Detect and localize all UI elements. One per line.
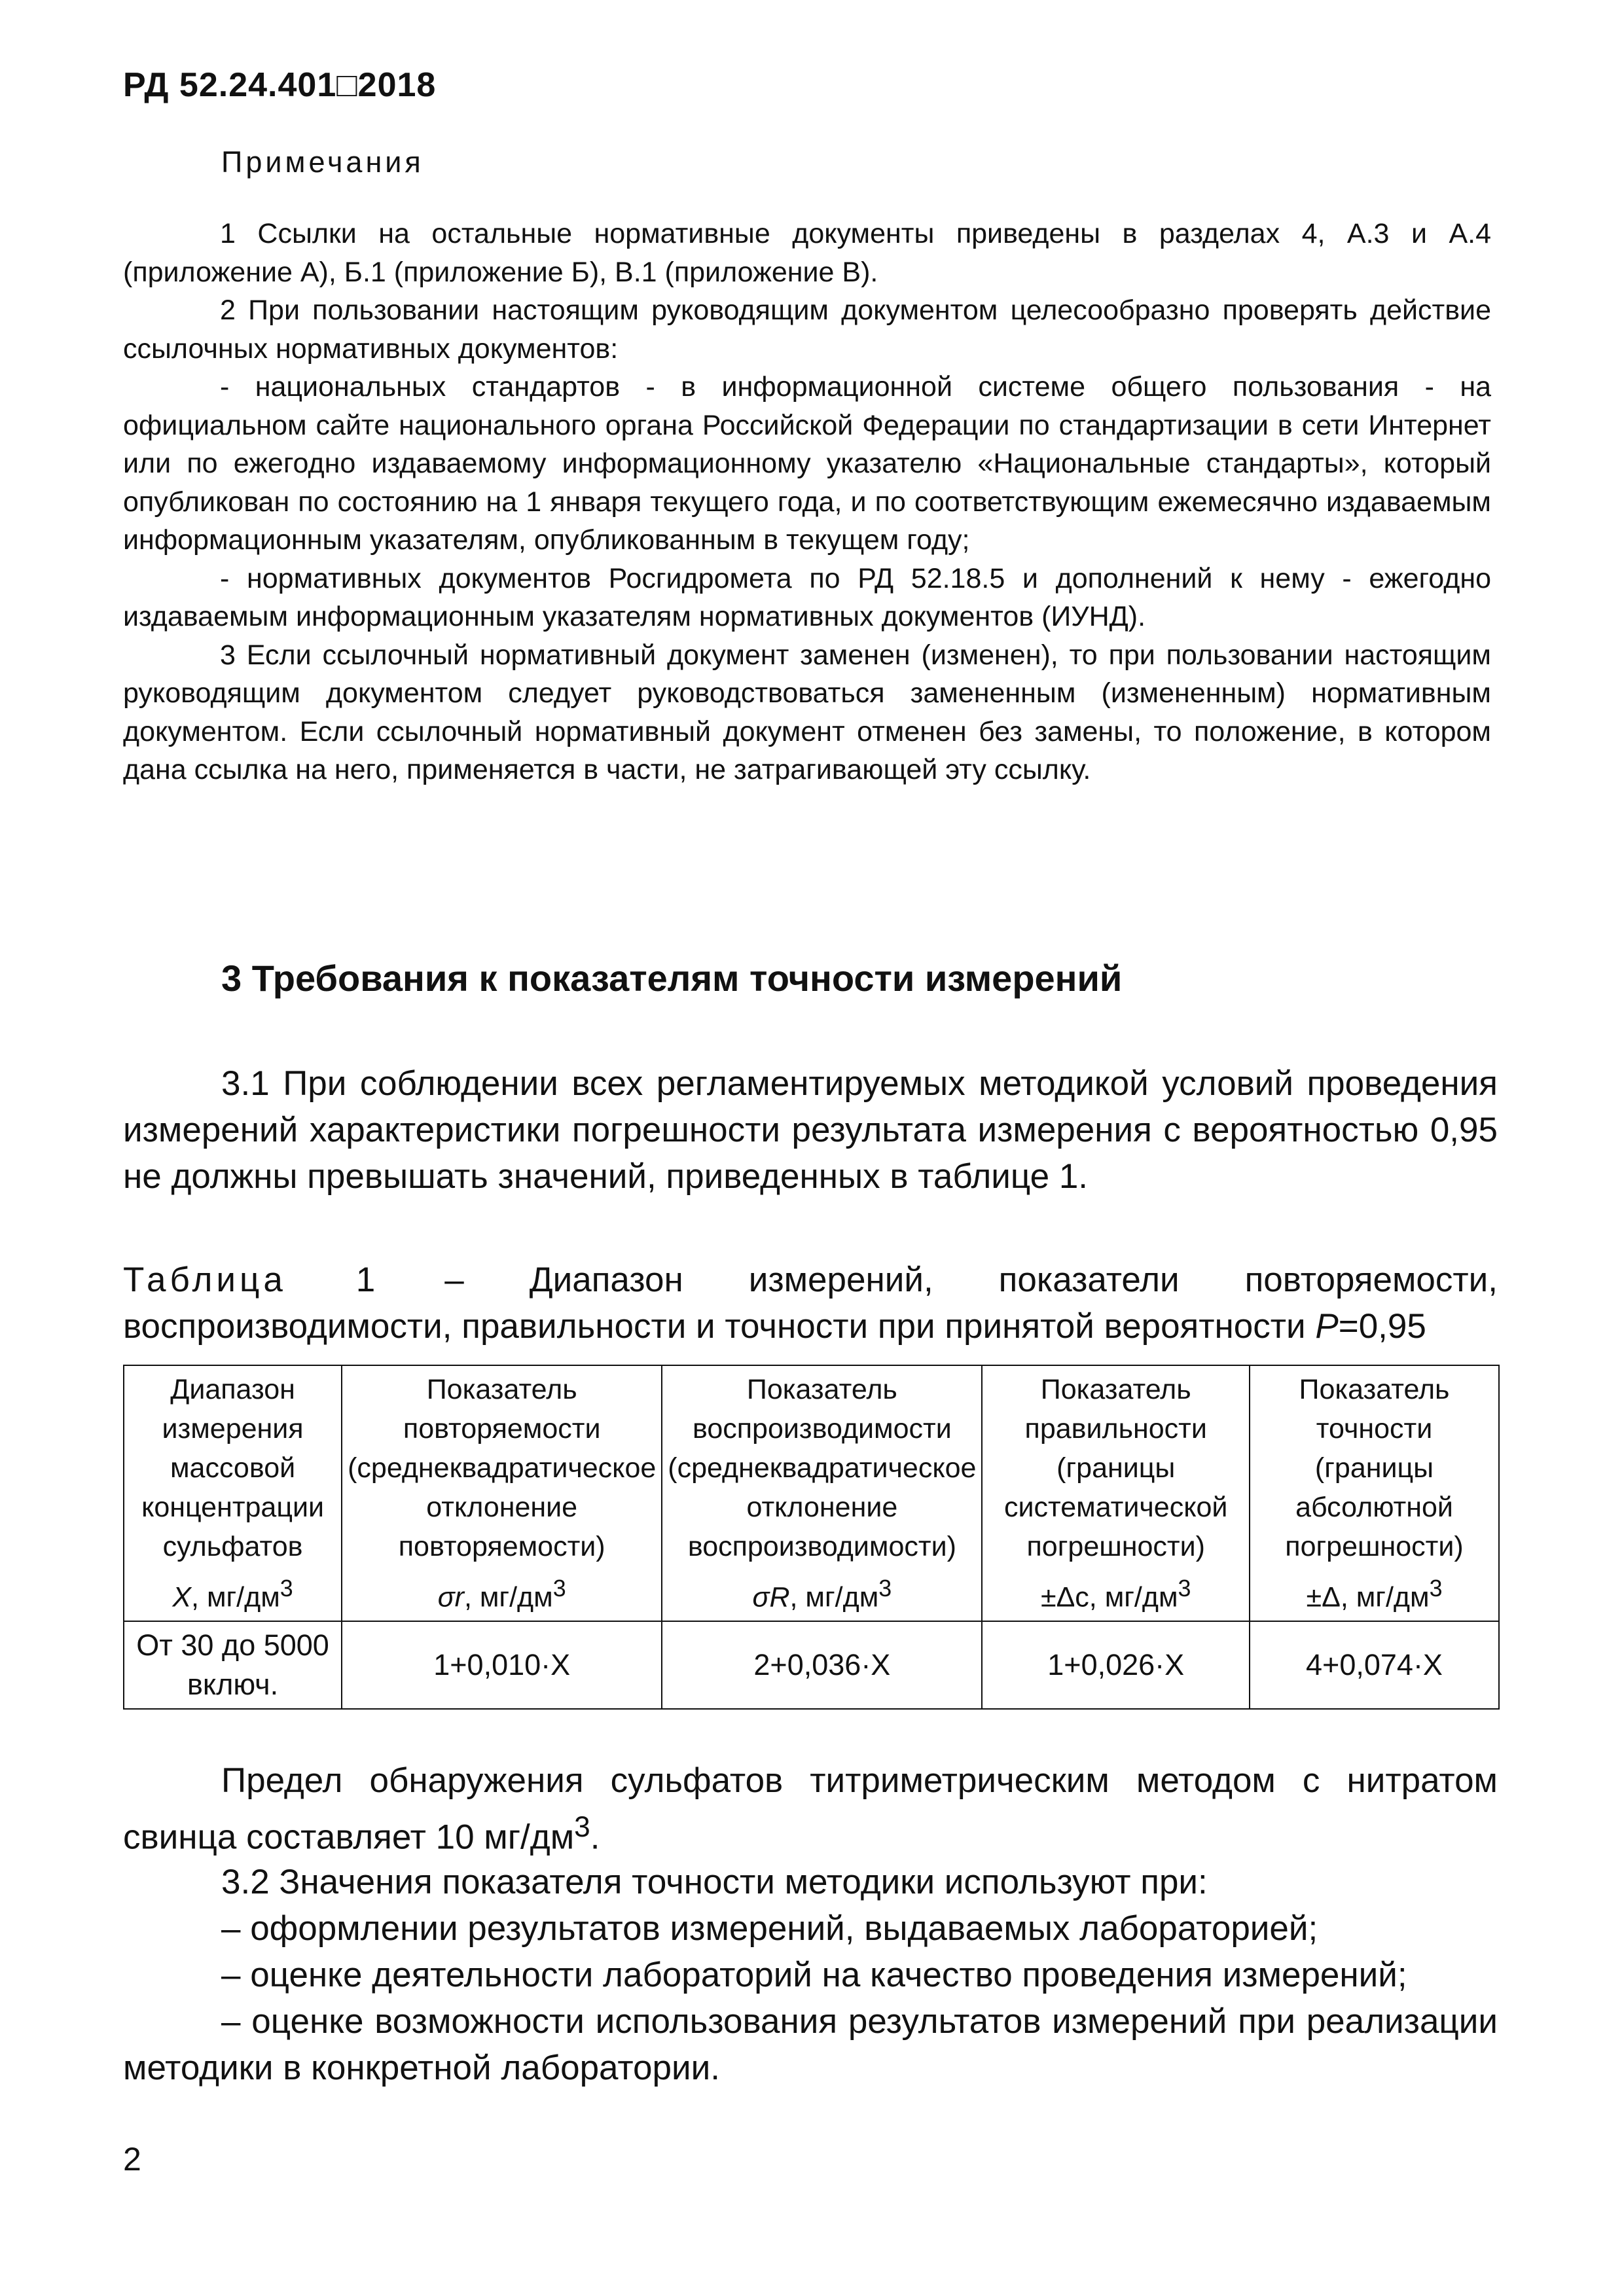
notes-title: Примечания <box>221 145 424 179</box>
note-1: 1 Ссылки на остальные нормативные документы приведены в разделах 4, А.3 и А.4 (приложение А), Б.1 (приложение Б), В.1 (приложение В). <box>123 218 1491 288</box>
section-3-1 <box>123 1060 1498 1200</box>
notes-block <box>123 215 1491 789</box>
list-item: – оформлении результатов измерений, выдаваемых лабораторией; <box>221 1909 1318 1948</box>
detection-limit-text: Предел обнаружения сульфатов титриметрическим методом с нитратом свинца составляет 10 мг/дм <box>123 1761 1498 1857</box>
cell-reproducibility: 2+0,036·X <box>662 1621 982 1709</box>
cell-trueness: 1+0,026·X <box>982 1621 1250 1709</box>
page-number: 2 <box>123 2141 141 2178</box>
note-2-item-national-standards: - национальных стандартов - в информационной системе общего пользования - на официальном сайте национального органа Российской Федерации по стандартизации в сети Интернет или по ежегодно издаваемому информационному указателю «Национальные стандарты», который опубликован по состоянию на 1 января текущего года, и по соответствующим ежемесячно издаваемым информационным указателям, опубликованным в текущем году; <box>123 371 1491 556</box>
list-item: – оценке возможности использования результатов измерений при реализации методики в конкретной лаборатории. <box>123 2002 1498 2087</box>
detection-limit: Предел обнаружения сульфатов титриметрическим методом с нитратом свинца составляет 10 $мг/дм^3$. <box>123 1761 1498 1857</box>
section-3-heading: 3 Требования к показателям точности измерений <box>221 958 1123 999</box>
paragraph-3-2-intro: 3.2 Значения показателя точности методики используют при: <box>221 1863 1208 1901</box>
header-range: Диапазон измерения массовой концентрации сульфатов X, $мг/дм^3$ <box>124 1365 342 1621</box>
note-3: 3 Если ссылочный нормативный документ заменен (изменен), то при пользовании настоящим руководящим документом следует руководствоваться замененным (измененным) нормативным документом. Если ссылочный нормативный документ отменен без замены, то положение, в котором дана ссылка на него, применяется в части, не затрагивающей эту ссылку. <box>123 639 1491 785</box>
table-caption-text: – Диапазон измерений, показатели повторяемости, воспроизводимости, правильности и точности при принятой вероятности <box>123 1261 1498 1346</box>
document-code: РД 52.24.401□2018 <box>123 66 437 104</box>
note-2: 2 При пользовании настоящим руководящим документом целесообразно проверять действие ссылочных нормативных документов: <box>123 295 1491 365</box>
accuracy-table <box>123 1365 1500 1710</box>
table-row <box>124 1621 1499 1709</box>
cell-repeatability: 1+0,010·X <box>342 1621 662 1709</box>
header-repeatability: Показатель повторяемости (среднеквадратическое отклонение повторяемости) σr, $мг/дм^3$ <box>342 1365 662 1621</box>
note-2-item-roshydromet-docs: - нормативных документов Росгидромета по РД 52.18.5 и дополнений к нему - ежегодно издаваемым информационным указателям нормативных документов (ИУНД). <box>123 562 1491 632</box>
table-caption-label: Таблица 1 <box>123 1261 380 1299</box>
table-caption <box>123 1257 1498 1350</box>
table-caption-value: =0,95 <box>1338 1307 1426 1346</box>
list-item: – оценке деятельности лабораторий на качество проведения измерений; <box>221 1956 1407 1994</box>
table-1 <box>123 1365 1500 1710</box>
cell-range: От 30 до 5000 включ. <box>124 1621 342 1709</box>
header-trueness: Показатель правильности (границы систематической погрешности) ±Δc, $мг/дм^3$ <box>982 1365 1250 1621</box>
paragraph-3-1: 3.1 При соблюдении всех регламентируемых методикой условий проведения измерений характеристики погрешности результата измерения с вероятностью 0,95 не должны превышать значений, приведенных в таблице 1. <box>123 1064 1498 1196</box>
header-reproducibility: Показатель воспроизводимости (среднеквадратическое отклонение воспроизводимости) σR, $мг/дм^3$ <box>662 1365 982 1621</box>
detection-limit-exp: 3 <box>574 1811 590 1843</box>
cell-accuracy: 4+0,074·X <box>1250 1621 1499 1709</box>
header-accuracy: Показатель точности (границы абсолютной погрешности) ±Δ, $мг/дм^3$ <box>1250 1365 1499 1621</box>
section-3-2 <box>123 1859 1498 2091</box>
table-header-row <box>124 1365 1499 1621</box>
table-caption-variable: P <box>1315 1307 1339 1346</box>
